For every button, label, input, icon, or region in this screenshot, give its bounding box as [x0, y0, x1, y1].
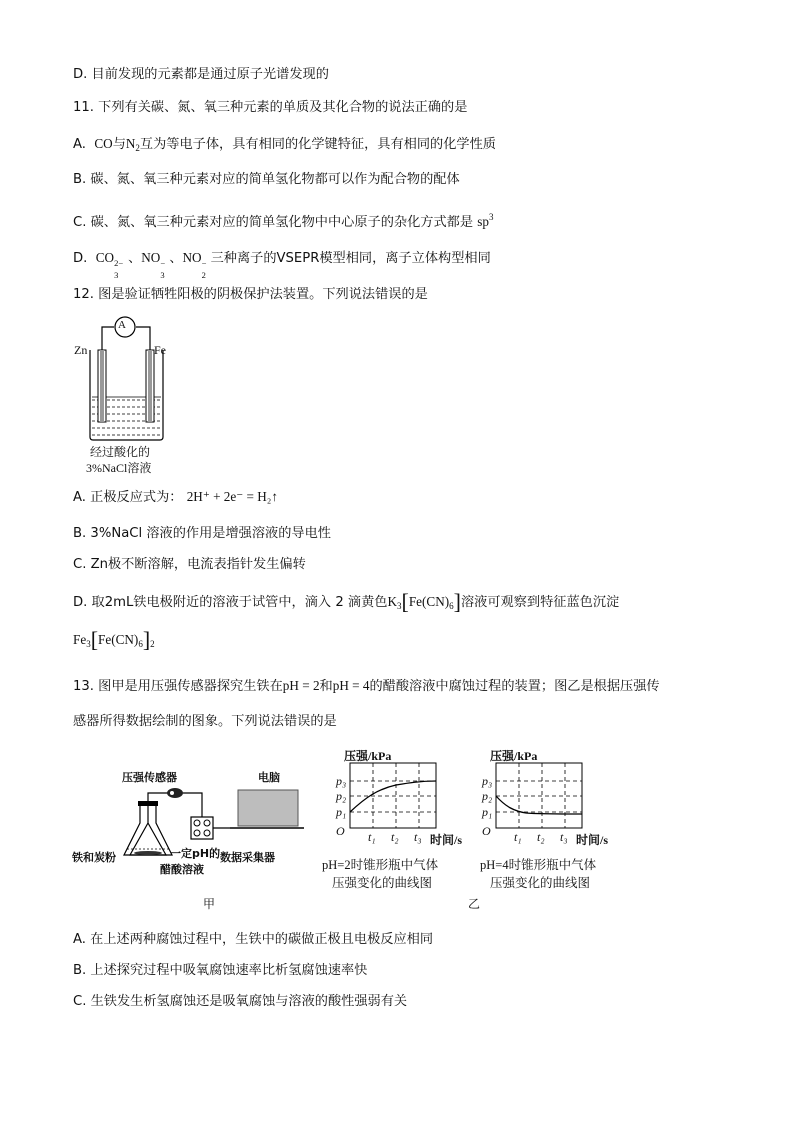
q12-stem: 12. 图是验证牺牲阳极的阴极保护法装置。下列说法错误的是	[73, 287, 428, 302]
solution-caption-1: 经过酸化的	[90, 445, 151, 459]
acid-label-1: 一定pH的	[170, 847, 221, 860]
q11-option-d: D. CO 2− 3 、NO − 3 、NO − 2 三种离子的VSEPR模型相同，离子立体构型相同	[73, 250, 491, 280]
right-xlabel: 时间/s	[576, 833, 609, 847]
chart-ph2	[350, 763, 436, 828]
computer-label: 电脑	[258, 771, 280, 784]
left-p2: p₂	[336, 789, 347, 803]
figure-yi	[316, 745, 646, 915]
computer-icon	[238, 790, 298, 826]
data-collector-icon	[191, 817, 213, 839]
solution-caption-2: 3%NaCl溶液	[86, 461, 152, 475]
left-p1: p₁	[336, 805, 347, 819]
figure-yi-label: 乙	[468, 897, 481, 911]
iron-carbon-label: 铁和炭粉	[72, 851, 116, 864]
pressure-sensor-icon	[167, 788, 183, 798]
zn-electrode-core	[100, 350, 104, 422]
right-ylabel: 压强/kPa	[490, 749, 538, 763]
fe-label: Fe	[154, 343, 166, 357]
q12-option-d-line1: D. 取2mL铁电极附近的溶液于试管中，滴入 2 滴黄色$K_3[Fe(CN)_6]$溶液可观察到特征蓝色沉淀	[73, 589, 620, 614]
right-caption-2: 压强变化的曲线图	[490, 876, 591, 890]
chart-ph4	[496, 763, 582, 828]
q12-option-b: B. 3%NaCl 溶液的作用是增强溶液的导电性	[73, 526, 331, 541]
figure-jia	[72, 765, 312, 915]
q13-option-c: C. 生铁发生析氢腐蚀还是吸氧腐蚀与溶液的酸性强弱有关	[73, 994, 408, 1009]
collector-label: 数据采集器	[220, 851, 275, 864]
figure-jia-label: 甲	[203, 897, 216, 911]
left-xlabel: 时间/s	[430, 833, 463, 847]
acid-label-2: 醋酸溶液	[160, 863, 204, 876]
left-caption-1: pH=2时锥形瓶中气体	[322, 858, 439, 872]
left-t1: t₁	[368, 830, 376, 844]
q11-option-b: B. 碳、氮、氧三种元素对应的简单氢化物都可以作为配合物的配体	[73, 172, 460, 187]
left-ylabel: 压强/kPa	[344, 749, 392, 763]
flask-outline	[130, 805, 166, 855]
sensor-label: 压强传感器	[122, 771, 177, 784]
right-p2: p₂	[482, 789, 493, 803]
q11-stem: 11. 下列有关碳、氮、氧三种元素的单质及其化合物的说法正确的是	[73, 100, 468, 115]
left-t2: t₂	[391, 830, 399, 844]
right-t2: t₂	[537, 830, 545, 844]
q13-option-a: A. 在上述两种腐蚀过程中，生铁中的碳做正极且电极反应相同	[73, 932, 434, 947]
q12-option-d-line2: $Fe_3[Fe(CN)_6]_2$	[73, 627, 155, 652]
fe-electrode-core	[148, 350, 152, 422]
curve-ph2	[350, 781, 436, 812]
q12-option-a: A. 正极反应式为： 2H⁺ + 2e⁻ = H₂↑	[73, 489, 278, 505]
q10-option-d: D. 目前发现的元素都是通过原子光谱发现的	[73, 67, 329, 82]
ammeter-label: A	[118, 319, 126, 331]
q11-option-c: C. 碳、氮、氧三种元素对应的简单氢化物中中心原子的杂化方式都是 $sp^3$	[73, 212, 494, 230]
left-caption-2: 压强变化的曲线图	[332, 876, 433, 890]
q13-stem-line1: 13. 图甲是用压强传感器探究生铁在pH = 2和pH = 4的醋酸溶液中腐蚀过程的装置；图乙是根据压强传	[73, 678, 660, 694]
right-caption-1: pH=4时锥形瓶中气体	[480, 858, 597, 872]
left-p3: p₃	[336, 774, 347, 788]
q11-option-a: A. CO与$N_2$互为等电子体，具有相同的化学键特征，具有相同的化学性质	[73, 136, 496, 153]
right-p3: p₃	[482, 774, 493, 788]
q13-stem-line2: 感器所得数据绘制的图象。下列说法错误的是	[73, 714, 337, 729]
q12-option-c: C. Zn极不断溶解，电流表指针发生偏转	[73, 557, 306, 572]
curve-ph4	[496, 796, 582, 814]
q13-option-b: B. 上述探究过程中吸氧腐蚀速率比析氢腐蚀速率快	[73, 963, 368, 978]
right-t3: t₃	[560, 830, 568, 844]
right-t1: t₁	[514, 830, 522, 844]
left-origin: O	[336, 824, 345, 838]
zn-label: Zn	[74, 343, 88, 357]
electrolysis-apparatus-figure	[72, 312, 182, 477]
left-t3: t₃	[414, 830, 422, 844]
right-origin: O	[482, 824, 491, 838]
right-p1: p₁	[482, 805, 493, 819]
figure-jia-drawing	[72, 765, 312, 915]
